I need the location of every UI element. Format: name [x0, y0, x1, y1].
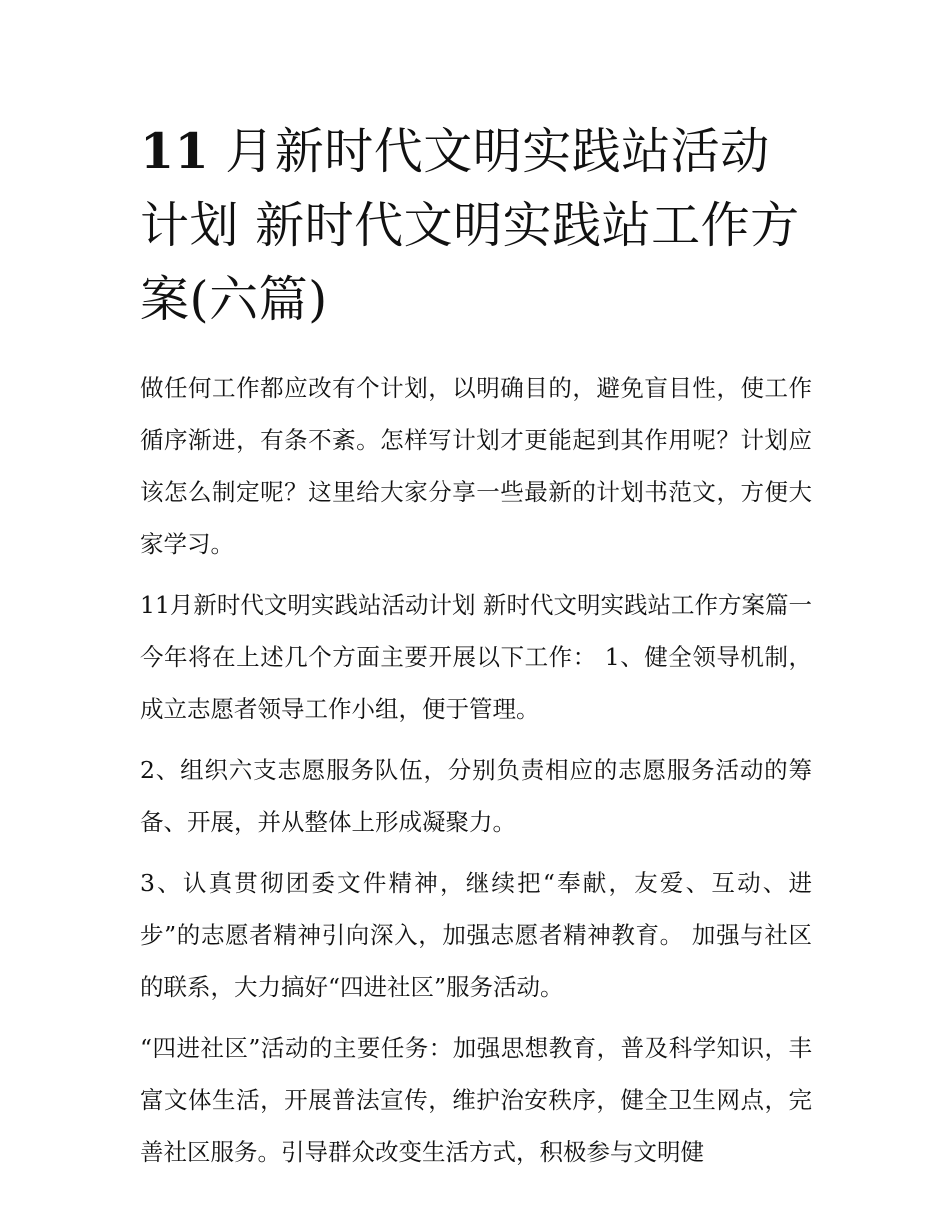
paragraph-item-2: 2、组织六支志愿服务队伍，分别负责相应的志愿服务活动的筹备、开展，并从整体上形成凝聚力。 — [140, 756, 812, 836]
title-text: 月新时代文明实践站活动计划 新时代文明实践站工作方案(六篇) — [140, 123, 800, 328]
document-body — [140, 362, 812, 1178]
paragraph-item-3: 3、认真贯彻团委文件精神，继续把“奉献，友爱、互动、进步”的志愿者精神引向深入，加强志愿者精神教育。 加强与社区的联系，大力搞好“四进社区”服务活动。 — [140, 869, 812, 1001]
document-page — [140, 114, 812, 1187]
title-number: 11 — [140, 122, 210, 180]
paragraph-section-one: 11月新时代文明实践站活动计划 新时代文明实践站工作方案篇一 今年将在上述几个方面主要开展以下工作： 1、健全领导机制，成立志愿者领导工作小组，便于管理。 — [140, 591, 812, 723]
document-title — [140, 114, 812, 337]
paragraph-four-into-community: “四进社区”活动的主要任务：加强思想教育，普及科学知识，丰富文体生活，开展普法宣传，维护治安秩序，健全卫生网点，完善社区服务。引导群众改变生活方式，积极参与文明健 — [140, 1034, 812, 1166]
paragraph-intro: 做任何工作都应改有个计划，以明确目的，避免盲目性，使工作循序渐进，有条不紊。怎样写计划才更能起到其作用呢？计划应该怎么制定呢？这里给大家分享一些最新的计划书范文，方便大家学习。 — [140, 374, 812, 558]
